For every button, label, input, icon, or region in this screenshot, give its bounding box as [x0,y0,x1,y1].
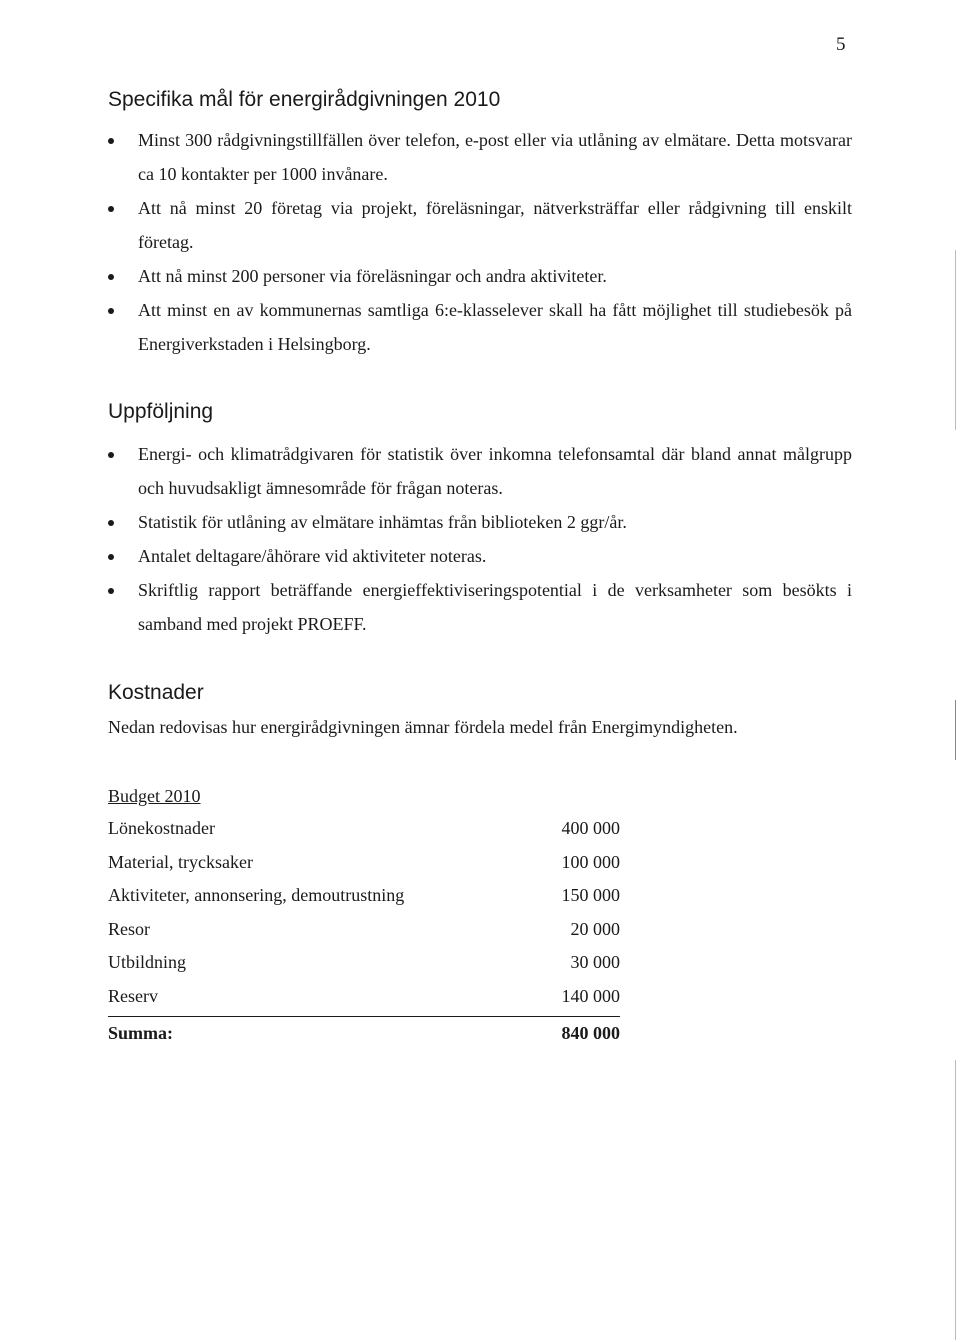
bullet-icon [108,138,114,144]
scan-margin-line [955,700,956,760]
budget-label: Lönekostnader [108,818,215,838]
list-item-text: Skriftlig rapport beträffande energieffektiviseringspotential i de verksamheter som besökts i samband med projekt PROEFF. [138,580,852,634]
list-item [108,437,852,505]
list-item-text: Statistik för utlåning av elmätare inhämtas från biblioteken 2 ggr/år. [138,512,627,532]
bullet-icon [108,452,114,458]
section-heading-followup: Uppföljning [108,400,214,423]
list-item-text: Energi- och klimatrådgivaren för statistik över inkomna telefonsamtal där bland annat målgrupp och huvudsakligt ämnesområde för frågan noteras. [138,444,852,498]
budget-amount: 30 000 [570,952,620,972]
goals-list [108,123,852,361]
budget-row [108,885,620,919]
section-heading-costs: Kostnader [108,681,204,704]
budget-label: Utbildning [108,952,187,972]
list-item [108,505,852,539]
list-item [108,293,852,361]
budget-amount: 100 000 [561,851,620,872]
budget-row [108,852,620,886]
bullet-icon [108,308,114,314]
scan-margin-line [955,250,956,430]
budget-row [108,952,620,986]
list-item [108,191,852,259]
section-heading-goals: Specifika mål för energirådgivningen 2010 [108,88,501,111]
budget-amount: 140 000 [561,985,620,1006]
budget-total-label: Summa: [108,1022,174,1043]
budget-amount: 150 000 [561,885,620,905]
budget-amount: 20 000 [570,918,620,939]
list-item [108,539,852,573]
budget-total-row [108,1023,620,1057]
list-item-text: Att nå minst 20 företag via projekt, föreläsningar, nätverksträffar eller rådgivning till enskilt företag. [138,198,852,252]
page-number: 5 [836,34,846,55]
budget-label: Aktiviteter, annonsering, demoutrustning [108,885,405,905]
budget-label: Resor [108,918,150,939]
list-item [108,259,852,293]
bullet-icon [108,206,114,212]
budget-label: Reserv [108,985,158,1006]
budget-total-amount: 840 000 [561,1022,620,1043]
budget-title: Budget 2010 [108,786,201,806]
list-item-text: Minst 300 rådgivningstillfällen över telefon, e-post eller via utlåning av elmätare. Detta motsvarar ca 10 kontakter per 1000 invånare. [138,130,852,184]
list-item-text: Att nå minst 200 personer via föreläsningar och andra aktiviteter. [138,266,607,286]
bullet-icon [108,520,114,526]
bullet-icon [108,274,114,280]
budget-row [108,919,620,953]
budget-row [108,986,620,1017]
bullet-icon [108,554,114,560]
list-item-text: Att minst en av kommunernas samtliga 6:e-klasselever skall ha fått möjlighet till studiebesök på Energiverkstaden i Helsingborg. [138,300,852,354]
budget-table [108,818,620,1056]
budget-amount: 400 000 [561,818,620,838]
scan-margin-line [955,1060,956,1340]
budget-row [108,818,620,852]
budget-label: Material, trycksaker [108,851,253,872]
list-item [108,573,852,641]
costs-intro: Nedan redovisas hur energirådgivningen ämnar fördela medel från Energimyndigheten. [108,717,738,737]
list-item [108,123,852,191]
bullet-icon [108,588,114,594]
list-item-text: Antalet deltagare/åhörare vid aktiviteter noteras. [138,546,487,566]
followup-list [108,437,852,641]
